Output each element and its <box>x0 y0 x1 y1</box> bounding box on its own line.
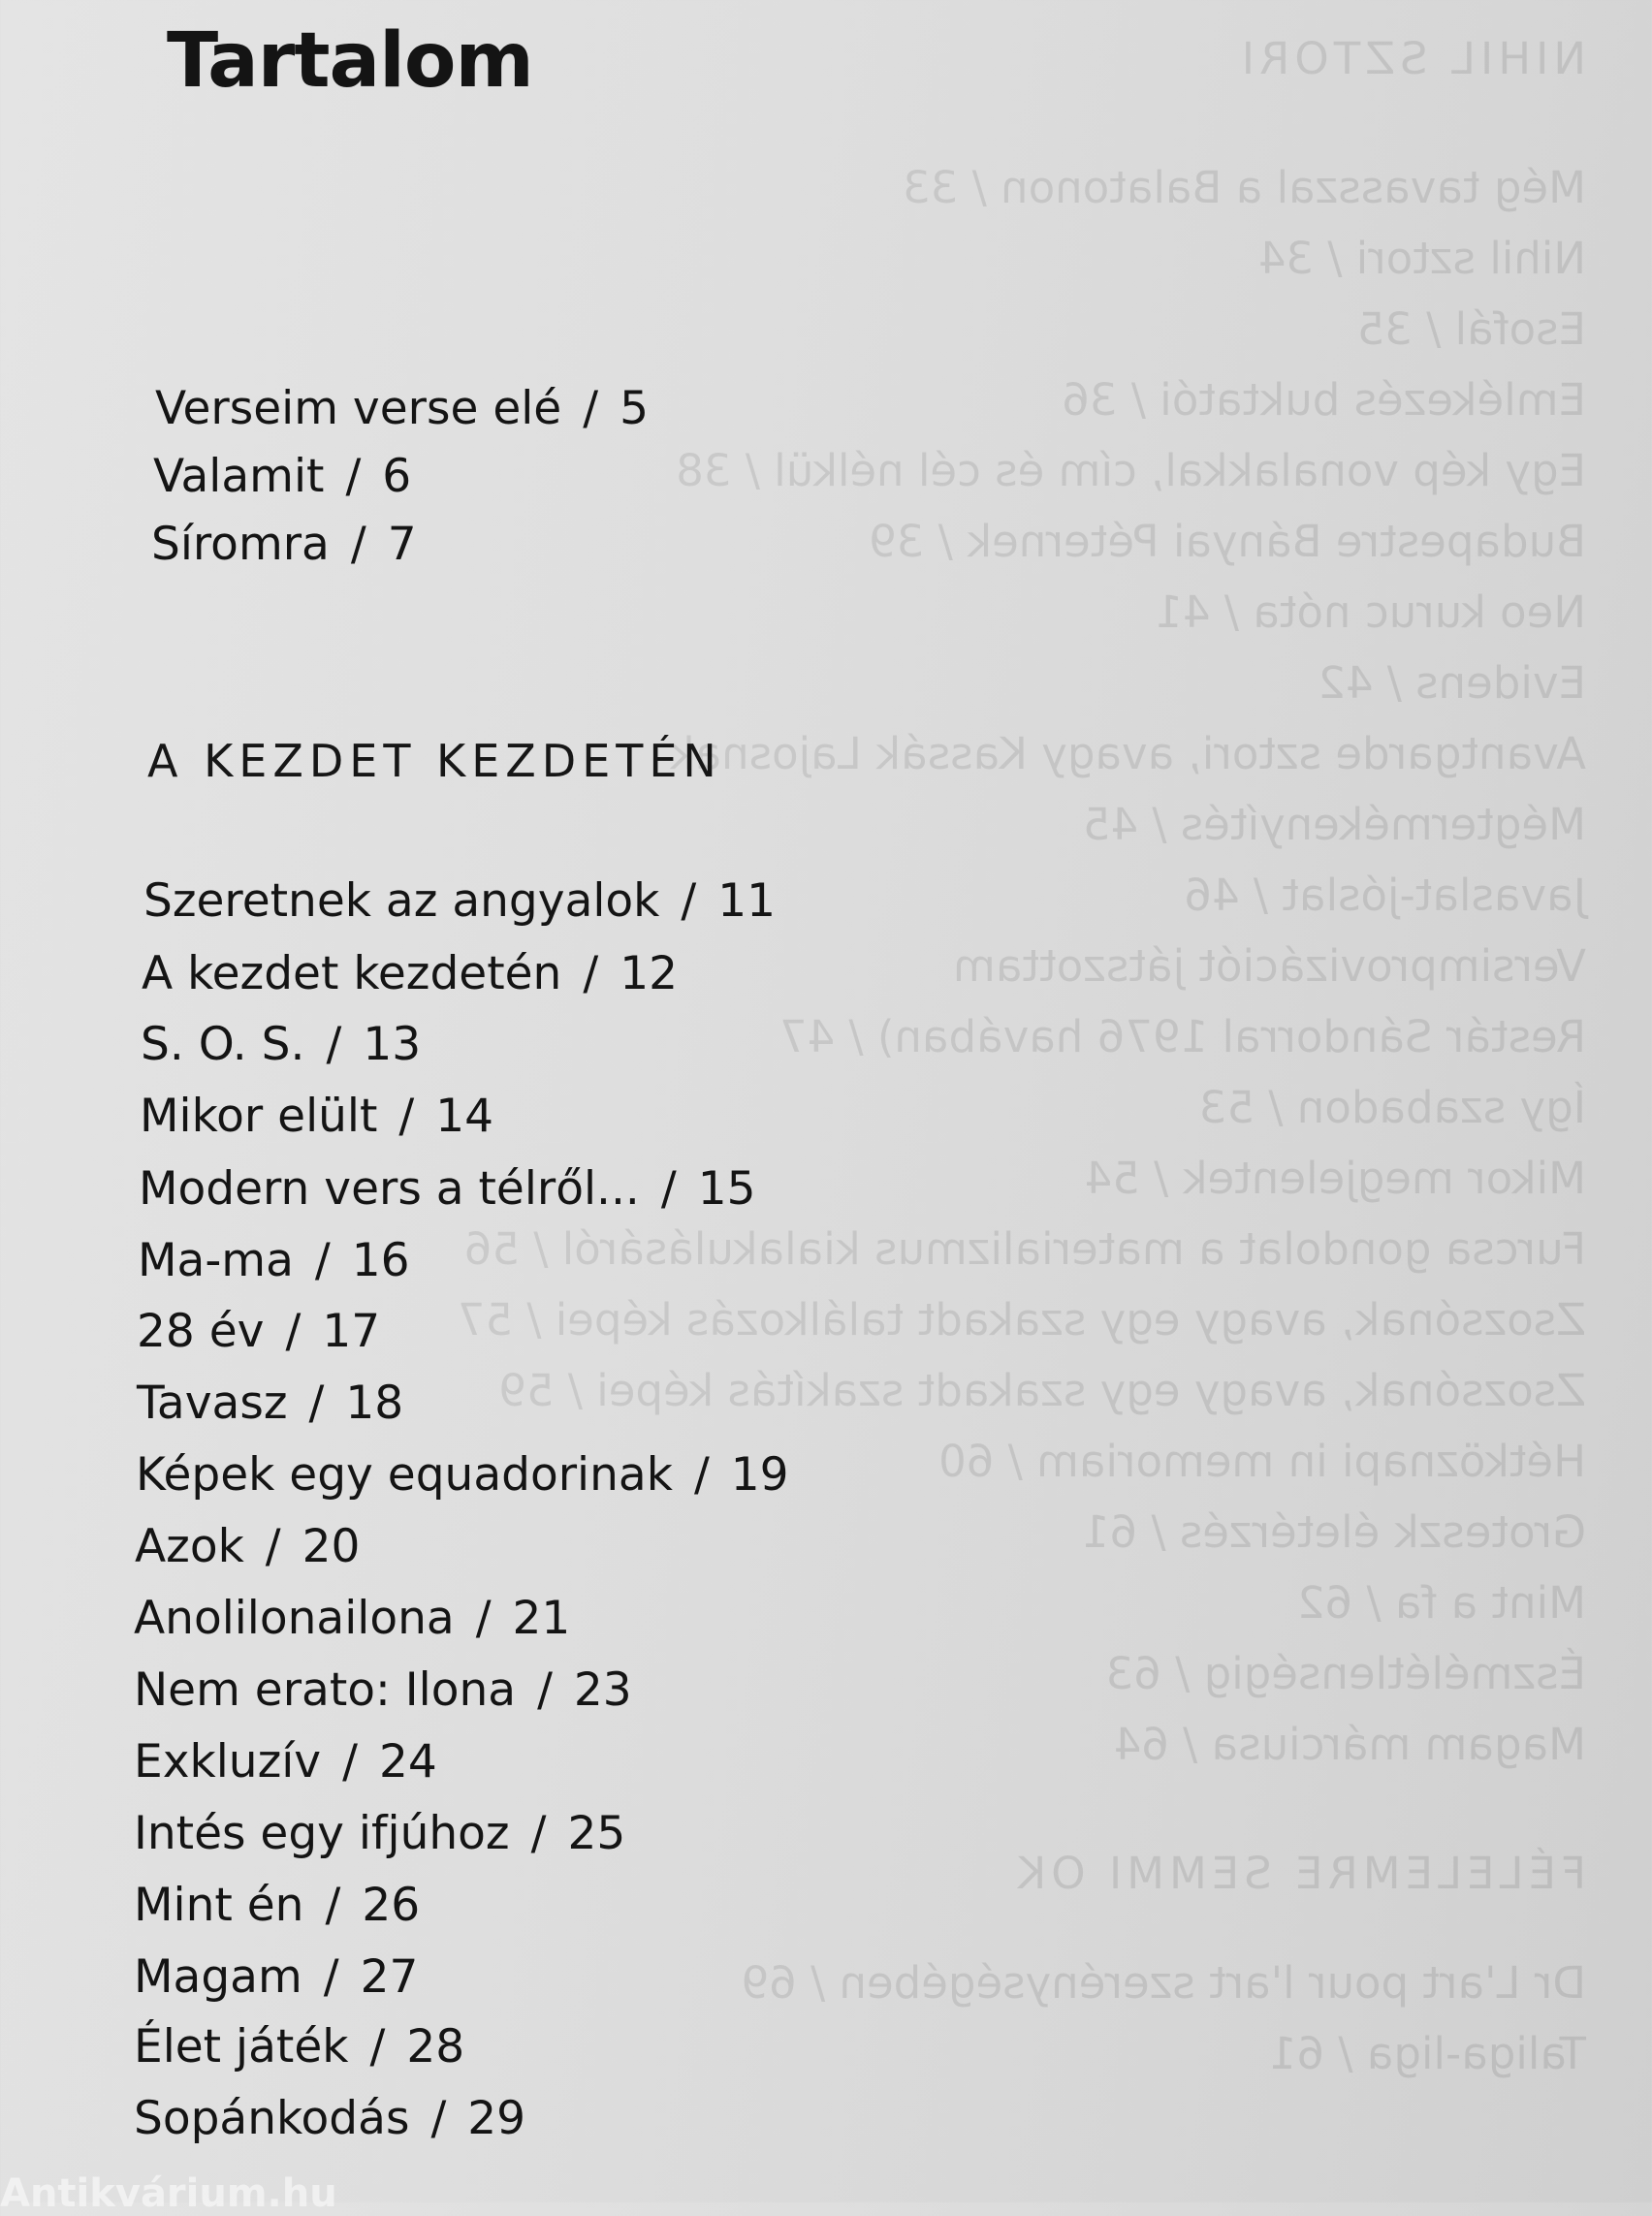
toc-separator: / <box>369 2020 386 2074</box>
toc-entry <box>138 1234 410 1287</box>
toc-entry <box>139 1162 756 1216</box>
toc-entry <box>136 1448 789 1502</box>
bleed-line: Esofál / 35 <box>1356 303 1586 355</box>
toc-entry-title: Anolilonailona <box>134 1592 455 1645</box>
toc-entry-title: Képek egy equadorinak <box>136 1448 673 1502</box>
toc-entry-page: 7 <box>387 518 417 571</box>
toc-entry <box>134 1879 421 1932</box>
toc-entry-page: 15 <box>697 1162 756 1216</box>
toc-entry <box>134 1807 626 1860</box>
toc-separator: / <box>681 874 697 928</box>
toc-separator: / <box>314 1234 331 1287</box>
bleed-line: Emlékezés buktatói / 36 <box>1062 374 1586 426</box>
bleed-line: Budapestre Bányai Péternek / 39 <box>869 516 1586 567</box>
bleed-line: Dr L'art pour l'art szerénységében / 69 <box>741 1957 1586 2009</box>
toc-entry-title: Magam <box>134 1950 302 2004</box>
toc-separator: / <box>285 1305 302 1358</box>
toc-entry <box>134 1592 571 1645</box>
toc-separator: / <box>583 382 599 435</box>
toc-entry-page: 12 <box>620 947 679 1000</box>
toc-separator: / <box>398 1090 415 1143</box>
toc-entry-title: Intés egy ifjúhoz <box>134 1807 510 1860</box>
toc-separator: / <box>583 947 599 1000</box>
toc-entry <box>137 1377 404 1430</box>
toc-entry <box>134 1735 437 1789</box>
bleed-line: Versimprovizációt játszottam <box>953 940 1586 992</box>
toc-entry-page: 5 <box>620 382 649 435</box>
toc-entry-page: 14 <box>435 1090 494 1143</box>
toc-separator: / <box>345 450 362 503</box>
toc-separator: / <box>660 1162 677 1216</box>
toc-entry-title: Nem erato: Ilona <box>134 1663 517 1717</box>
toc-separator: / <box>265 1520 281 1573</box>
toc-entry <box>141 1018 422 1071</box>
toc-entry <box>137 1305 381 1358</box>
toc-separator: / <box>530 1807 547 1860</box>
toc-entry-page: 26 <box>362 1879 421 1932</box>
toc-entry-title: Ma-ma <box>138 1234 294 1287</box>
toc-entry-title: 28 év <box>137 1305 265 1358</box>
bleed-heading-2: FÉLELEMRE SEMMI OK <box>1012 1848 1586 1899</box>
bleed-line: Mint a fa / 62 <box>1296 1577 1586 1629</box>
toc-entry-page: 17 <box>322 1305 381 1358</box>
toc-entry-title: S. O. S. <box>141 1018 305 1071</box>
bleed-line: Javaslat-jóslat / 46 <box>1184 870 1586 921</box>
toc-separator: / <box>323 1950 339 2004</box>
toc-entry-title: A kezdet kezdetén <box>142 947 562 1000</box>
bleed-line: Még tavasszal a Balatonon / 33 <box>903 162 1586 213</box>
toc-entry <box>134 2020 465 2074</box>
toc-separator: / <box>430 2092 447 2145</box>
toc-separator: / <box>325 1879 341 1932</box>
bleed-line: Restár Sándorral 1976 havában) / 47 <box>778 1011 1586 1062</box>
toc-entry-page: 21 <box>512 1592 571 1645</box>
bleed-line: Így szabadon / 53 <box>1198 1082 1586 1133</box>
bleed-line: Taliga-liga / 61 <box>1268 2028 1586 2079</box>
toc-separator: / <box>326 1018 342 1071</box>
toc-entry-page: 28 <box>406 2020 465 2074</box>
toc-entry-page: 13 <box>363 1018 422 1071</box>
toc-separator: / <box>475 1592 492 1645</box>
toc-entry-page: 23 <box>573 1663 632 1717</box>
toc-entry-page: 20 <box>302 1520 361 1573</box>
toc-entry <box>153 450 412 503</box>
toc-entry <box>155 382 649 435</box>
section-heading: A KEZDET KEZDETÉN <box>147 735 722 787</box>
toc-entry <box>143 874 777 928</box>
toc-entry-page: 18 <box>345 1377 404 1430</box>
bleed-line: Egy kép vonalakkal, cím és cél nélkül / 38 <box>676 445 1586 496</box>
toc-separator: / <box>693 1448 710 1502</box>
bleed-line: Észmélétlenségig / 63 <box>1105 1648 1586 1699</box>
toc-entry-page: 24 <box>378 1735 437 1789</box>
toc-entry-page: 16 <box>351 1234 410 1287</box>
toc-entry-page: 25 <box>567 1807 626 1860</box>
toc-entry-title: Sopánkodás <box>134 2092 410 2145</box>
toc-separator: / <box>342 1735 358 1789</box>
toc-entry-page: 19 <box>730 1448 789 1502</box>
bleed-line: Avantgarde sztori, avagy Kassák Lajosnak <box>669 728 1586 779</box>
toc-entry-page: 29 <box>467 2092 526 2145</box>
toc-entry-title: Modern vers a télről... <box>139 1162 640 1216</box>
bleed-line: Zsozsónak, avagy egy szakadt találkozás képei / 57 <box>457 1294 1586 1345</box>
bleed-line: Neo kuruc nóta / 41 <box>1155 586 1586 638</box>
page-title: Tartalom <box>167 17 533 105</box>
toc-entry-title: Tavasz <box>137 1377 288 1430</box>
toc-entry <box>135 1520 361 1573</box>
toc-entry-title: Szeretnek az angyalok <box>143 874 660 928</box>
toc-entry-page: 11 <box>717 874 777 928</box>
toc-entry-title: Valamit <box>153 450 325 503</box>
toc-entry-title: Azok <box>135 1520 244 1573</box>
toc-separator: / <box>350 518 366 571</box>
bleed-line: Mikor megjelentek / 54 <box>1084 1153 1586 1204</box>
bleed-line: Evidens / 42 <box>1318 657 1586 709</box>
toc-separator: / <box>308 1377 325 1430</box>
toc-entry-title: Síromra <box>151 518 330 571</box>
toc-entry-page: 27 <box>360 1950 419 2004</box>
bleed-line: Zsozsónak, avagy egy szakadt szakítás képei / 59 <box>498 1365 1586 1416</box>
bleed-line: Hétköznapi in memoriam / 60 <box>938 1436 1586 1487</box>
toc-entry <box>140 1090 494 1143</box>
bleed-line: Furcsa gondolat a materializmus kialakulásáról / 56 <box>463 1223 1586 1275</box>
toc-entry-title: Exkluzív <box>134 1735 322 1789</box>
bleed-line: Magam márciusa / 64 <box>1113 1719 1586 1770</box>
toc-entry-title: Verseim verse elé <box>155 382 562 435</box>
toc-separator: / <box>537 1663 553 1717</box>
toc-entry-page: 6 <box>382 450 412 503</box>
watermark: Antikvárium.hu <box>0 2171 337 2216</box>
toc-entry-title: Élet játék <box>134 2020 349 2074</box>
toc-entry <box>151 518 417 571</box>
toc-entry <box>134 1950 419 2004</box>
bleed-line: Mégtermékenyítés / 45 <box>1082 799 1586 850</box>
bleed-line: Nihil sztori / 34 <box>1257 233 1586 284</box>
toc-entry <box>142 947 679 1000</box>
toc-entry <box>134 1663 632 1717</box>
bleed-line: Groteszk életérzés / 61 <box>1081 1506 1586 1558</box>
bleed-heading: NIHIL SZTORI <box>1236 33 1586 84</box>
toc-entry <box>134 2092 526 2145</box>
toc-entry-title: Mint én <box>134 1879 304 1932</box>
toc-entry-title: Mikor elült <box>140 1090 378 1143</box>
